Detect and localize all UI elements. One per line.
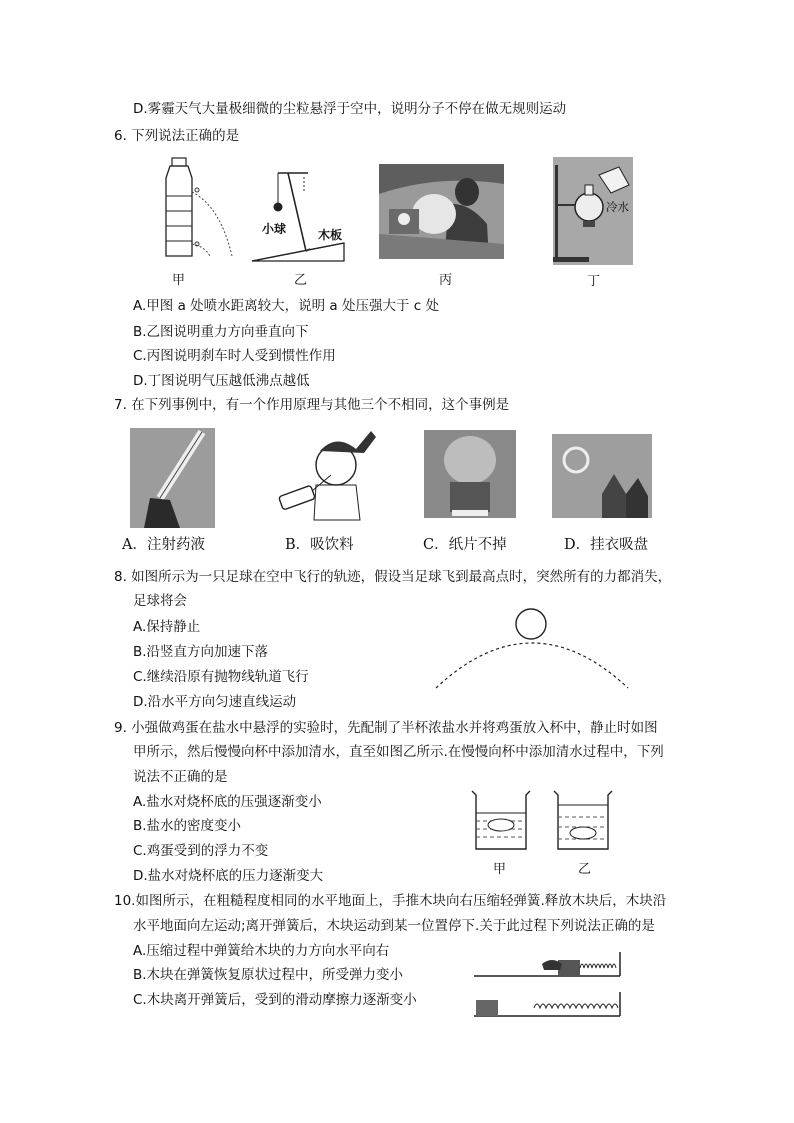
q8-option-b: B.沿竖直方向加速下落: [133, 644, 269, 660]
q6-fig-yi: [248, 163, 348, 263]
q10-option-b: B.木块在弹簧恢复原状过程中，所受弹力变小: [133, 967, 404, 983]
q7-option-c: C．纸片不掉: [423, 537, 507, 553]
q5-option-d: D.雾霾天气大量极细微的尘粒悬浮于空中，说明分子不停在做无规则运动: [133, 101, 567, 117]
q10-stem-line1: 10.如图所示，在粗糙程度相同的水平地面上，手推木块向右压缩轻弹簧.释放木块后，木块沿: [114, 893, 667, 909]
q9-stem-line2: 甲所示，然后慢慢向杯中添加清水，直至如图乙所示.在慢慢向杯中添加清水过程中，下列: [133, 744, 664, 760]
q10-stem-line2: 水平地面向左运动;离开弹簧后，木块运动到某一位置停下.关于此过程下列说法正确的是: [133, 918, 655, 934]
q6-label-cold: 冷水: [606, 200, 629, 214]
q9-option-c: C.鸡蛋受到的浮力不变: [133, 843, 269, 859]
q8-option-c: C.继续沿原有抛物线轨道飞行: [133, 669, 309, 685]
q6-fig-jia: [160, 156, 240, 260]
q8-stem-line2: 足球将会: [133, 593, 187, 609]
q6-fig-ding-caption: 丁: [587, 274, 601, 289]
q10-option-a: A.压缩过程中弹簧给木块的力方向水平向右: [133, 943, 390, 959]
q6-label-board: 木板: [318, 228, 343, 242]
q9-fig-beaker-yi: [550, 787, 616, 853]
q9-option-b: B.盐水的密度变小: [133, 818, 242, 834]
q6-fig-bing: [379, 164, 504, 259]
q7-fig-girl: [276, 425, 386, 525]
q6-fig-yi-caption: 乙: [294, 273, 308, 288]
q6-option-c: C.丙图说明刹车时人受到惯性作用: [133, 348, 336, 364]
q9-fig-jia-caption: 甲: [493, 862, 507, 877]
q9-stem-line3: 说法不正确的是: [133, 769, 228, 785]
q10-fig-spring-compressed: [472, 950, 628, 980]
q8-option-a: A.保持静止: [133, 619, 201, 635]
q7-option-b: B．吸饮料: [285, 537, 354, 553]
q7-fig-paper: [424, 430, 516, 518]
q9-stem-line1: 9. 小强做鸡蛋在盐水中悬浮的实验时，先配制了半杯浓盐水并将鸡蛋放入杯中，静止时如图: [114, 720, 658, 736]
q10-option-c: C.木块离开弹簧后，受到的滑动摩擦力逐渐变小: [133, 992, 417, 1008]
q6-stem: 6. 下列说法正确的是: [114, 128, 240, 144]
q6-label-ball: 小球: [262, 222, 287, 236]
q6-option-b: B.乙图说明重力方向垂直向下: [133, 324, 309, 340]
q8-fig-trajectory: [432, 604, 632, 690]
q6-option-d: D.丁图说明气压越低沸点越低: [133, 373, 310, 389]
q7-option-d: D．挂衣吸盘: [564, 537, 649, 553]
q9-option-a: A.盐水对烧杯底的压强逐渐变小: [133, 794, 322, 810]
q8-option-d: D.沿水平方向匀速直线运动: [133, 694, 297, 710]
q6-fig-bing-caption: 丙: [439, 273, 453, 288]
q9-fig-beaker-jia: [468, 787, 534, 853]
q9-option-d: D.盐水对烧杯底的压力逐渐变大: [133, 868, 324, 884]
q7-fig-syringe: [130, 428, 215, 528]
q7-fig-suction: [552, 434, 652, 518]
q7-stem: 7. 在下列事例中，有一个作用原理与其他三个不相同，这个事例是: [114, 397, 510, 413]
q7-option-a: A．注射药液: [122, 537, 205, 553]
q6-option-a: A.甲图 a 处喷水距离较大，说明 a 处压强大于 c 处: [133, 298, 440, 314]
q6-fig-jia-caption: 甲: [172, 273, 186, 288]
q10-fig-spring-released: [472, 990, 628, 1020]
q9-fig-yi-caption: 乙: [578, 862, 592, 877]
q8-stem-line1: 8. 如图所示为一只足球在空中飞行的轨迹，假设当足球飞到最高点时，突然所有的力都消失，: [114, 569, 672, 585]
